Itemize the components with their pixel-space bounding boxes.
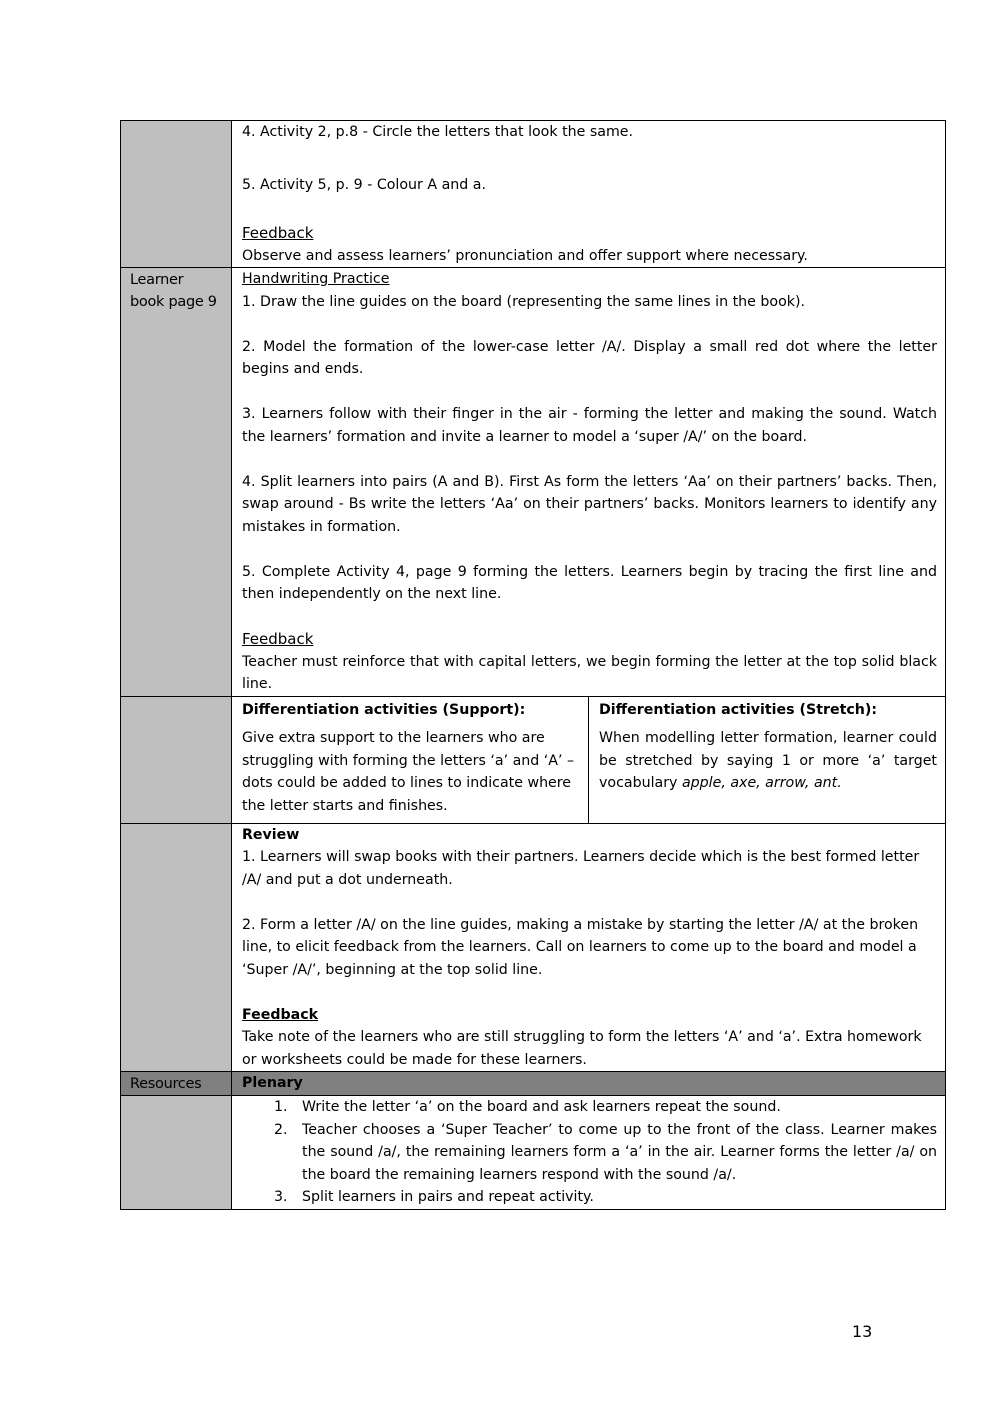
learner-book-label-line2: book page 9 (130, 294, 217, 310)
support-column (232, 697, 589, 823)
stretch-text-body: When modelling letter formation, learner could be stretched by saying 1 or more ‘a’ target vocabulary (599, 730, 937, 791)
handwriting-step-5: 5. Complete Activity 4, page 9 forming the letters. Learners begin by tracing the first line and then independently on the next line. (242, 563, 937, 602)
plenary-item: 3. Split learners in pairs and repeat activity. (292, 1186, 937, 1209)
side-cell-learner-book (121, 268, 232, 697)
plenary-row (121, 1096, 946, 1210)
handwriting-step-1: 1. Draw the line guides on the board (representing the same lines in the book). (242, 293, 806, 310)
differentiation-row (121, 696, 946, 823)
stretch-heading: Differentiation activities (Stretch): (599, 701, 878, 718)
plenary-cell (232, 1096, 946, 1210)
side-cell-empty-4 (121, 1096, 232, 1210)
side-cell-empty-2 (121, 696, 232, 823)
stretch-column (589, 697, 946, 823)
page-number: 13 (852, 1322, 873, 1341)
side-cell-empty-3 (121, 823, 232, 1072)
plenary-heading-cell (232, 1072, 946, 1096)
plenary-heading: Plenary (242, 1075, 303, 1091)
review-step-2: 2. Form a letter /A/ on the line guides, making a mistake by starting the letter /A/ at the broken line, to elicit feedback from the learners. Call on learners to come up to the board and model a ‘Super /A/’, beginning at the top solid line. (242, 916, 919, 978)
handwriting-step-2: 2. Model the formation of the lower-case letter /A/. Display a small red dot where the letter begins and ends. (242, 338, 937, 377)
side-cell-empty (121, 121, 232, 268)
review-step-1: 1. Learners will swap books with their partners. Learners decide which is the best formed letter /A/ and put a dot underneath. (242, 849, 920, 888)
learner-book-label (121, 268, 231, 313)
plenary-item: 1. Write the letter ‘a’ on the board and ask learners repeat the sound. (292, 1096, 937, 1119)
handwriting-heading: Handwriting Practice (242, 271, 390, 287)
feedback-heading: Feedback (242, 224, 314, 242)
review-feedback-heading: Feedback (242, 1006, 319, 1023)
review-heading: Review (242, 826, 300, 843)
plenary-item: 2. Teacher chooses a ‘Super Teacher’ to come up to the front of the class. Learner makes the sound /a/, the remaining learners form a ‘a’ in the air. Learner forms the letter /a/ on the board the remaining learners respond with the sound /a/. (292, 1119, 937, 1187)
stretch-vocab: apple, axe, arrow, ant. (681, 775, 842, 791)
review-cell (232, 823, 946, 1072)
differentiation-split (232, 697, 945, 823)
support-heading: Differentiation activities (Support): (242, 701, 526, 718)
stretch-text (599, 727, 937, 795)
handwriting-step-3: 3. Learners follow with their finger in the air - forming the letter and making the sound. Watch the learners’ formation and invite a learner to model a ‘super /A/’ on the board. (242, 406, 937, 445)
support-text: Give extra support to the learners who are struggling with forming the letters ‘a’ and ‘A’ – dots could be added to lines to indicate where the letter starts and finishes. (242, 730, 575, 814)
handwriting-cell (232, 268, 946, 697)
review-row (121, 823, 946, 1072)
plenary-header-row (121, 1072, 946, 1096)
differentiation-cell (232, 696, 946, 823)
learner-book-label-line1: Learner (130, 272, 184, 288)
handwriting-feedback-text: Teacher must reinforce that with capital letters, we begin forming the letter at the top solid black line. (242, 653, 937, 692)
resources-label: Resources (130, 1076, 202, 1092)
handwriting-feedback-heading: Feedback (242, 630, 314, 648)
lesson-plan-table (120, 120, 946, 1210)
plenary-list (232, 1096, 945, 1209)
activity-4-text: 4. Activity 2, p.8 - Circle the letters that look the same. (242, 124, 634, 140)
feedback-text: Observe and assess learners’ pronunciation and offer support where necessary. (242, 247, 808, 264)
activities-row (121, 121, 946, 268)
resources-label-cell (121, 1072, 232, 1096)
activity-5-text: 5. Activity 5, p. 9 - Colour A and a. (242, 176, 487, 193)
review-feedback-text: Take note of the learners who are still struggling to form the letters ‘A’ and ‘a’. Extra homework or worksheets could be made for these learners. (242, 1029, 922, 1068)
activities-cell (232, 121, 946, 268)
handwriting-step-4: 4. Split learners into pairs (A and B). First As form the letters ‘Aa’ on their partners’ backs. Then, swap around - Bs write the letters ‘Aa’ on their partners’ backs. Monitors learners to identify any mistakes in formation. (242, 473, 937, 535)
handwriting-row (121, 268, 946, 697)
